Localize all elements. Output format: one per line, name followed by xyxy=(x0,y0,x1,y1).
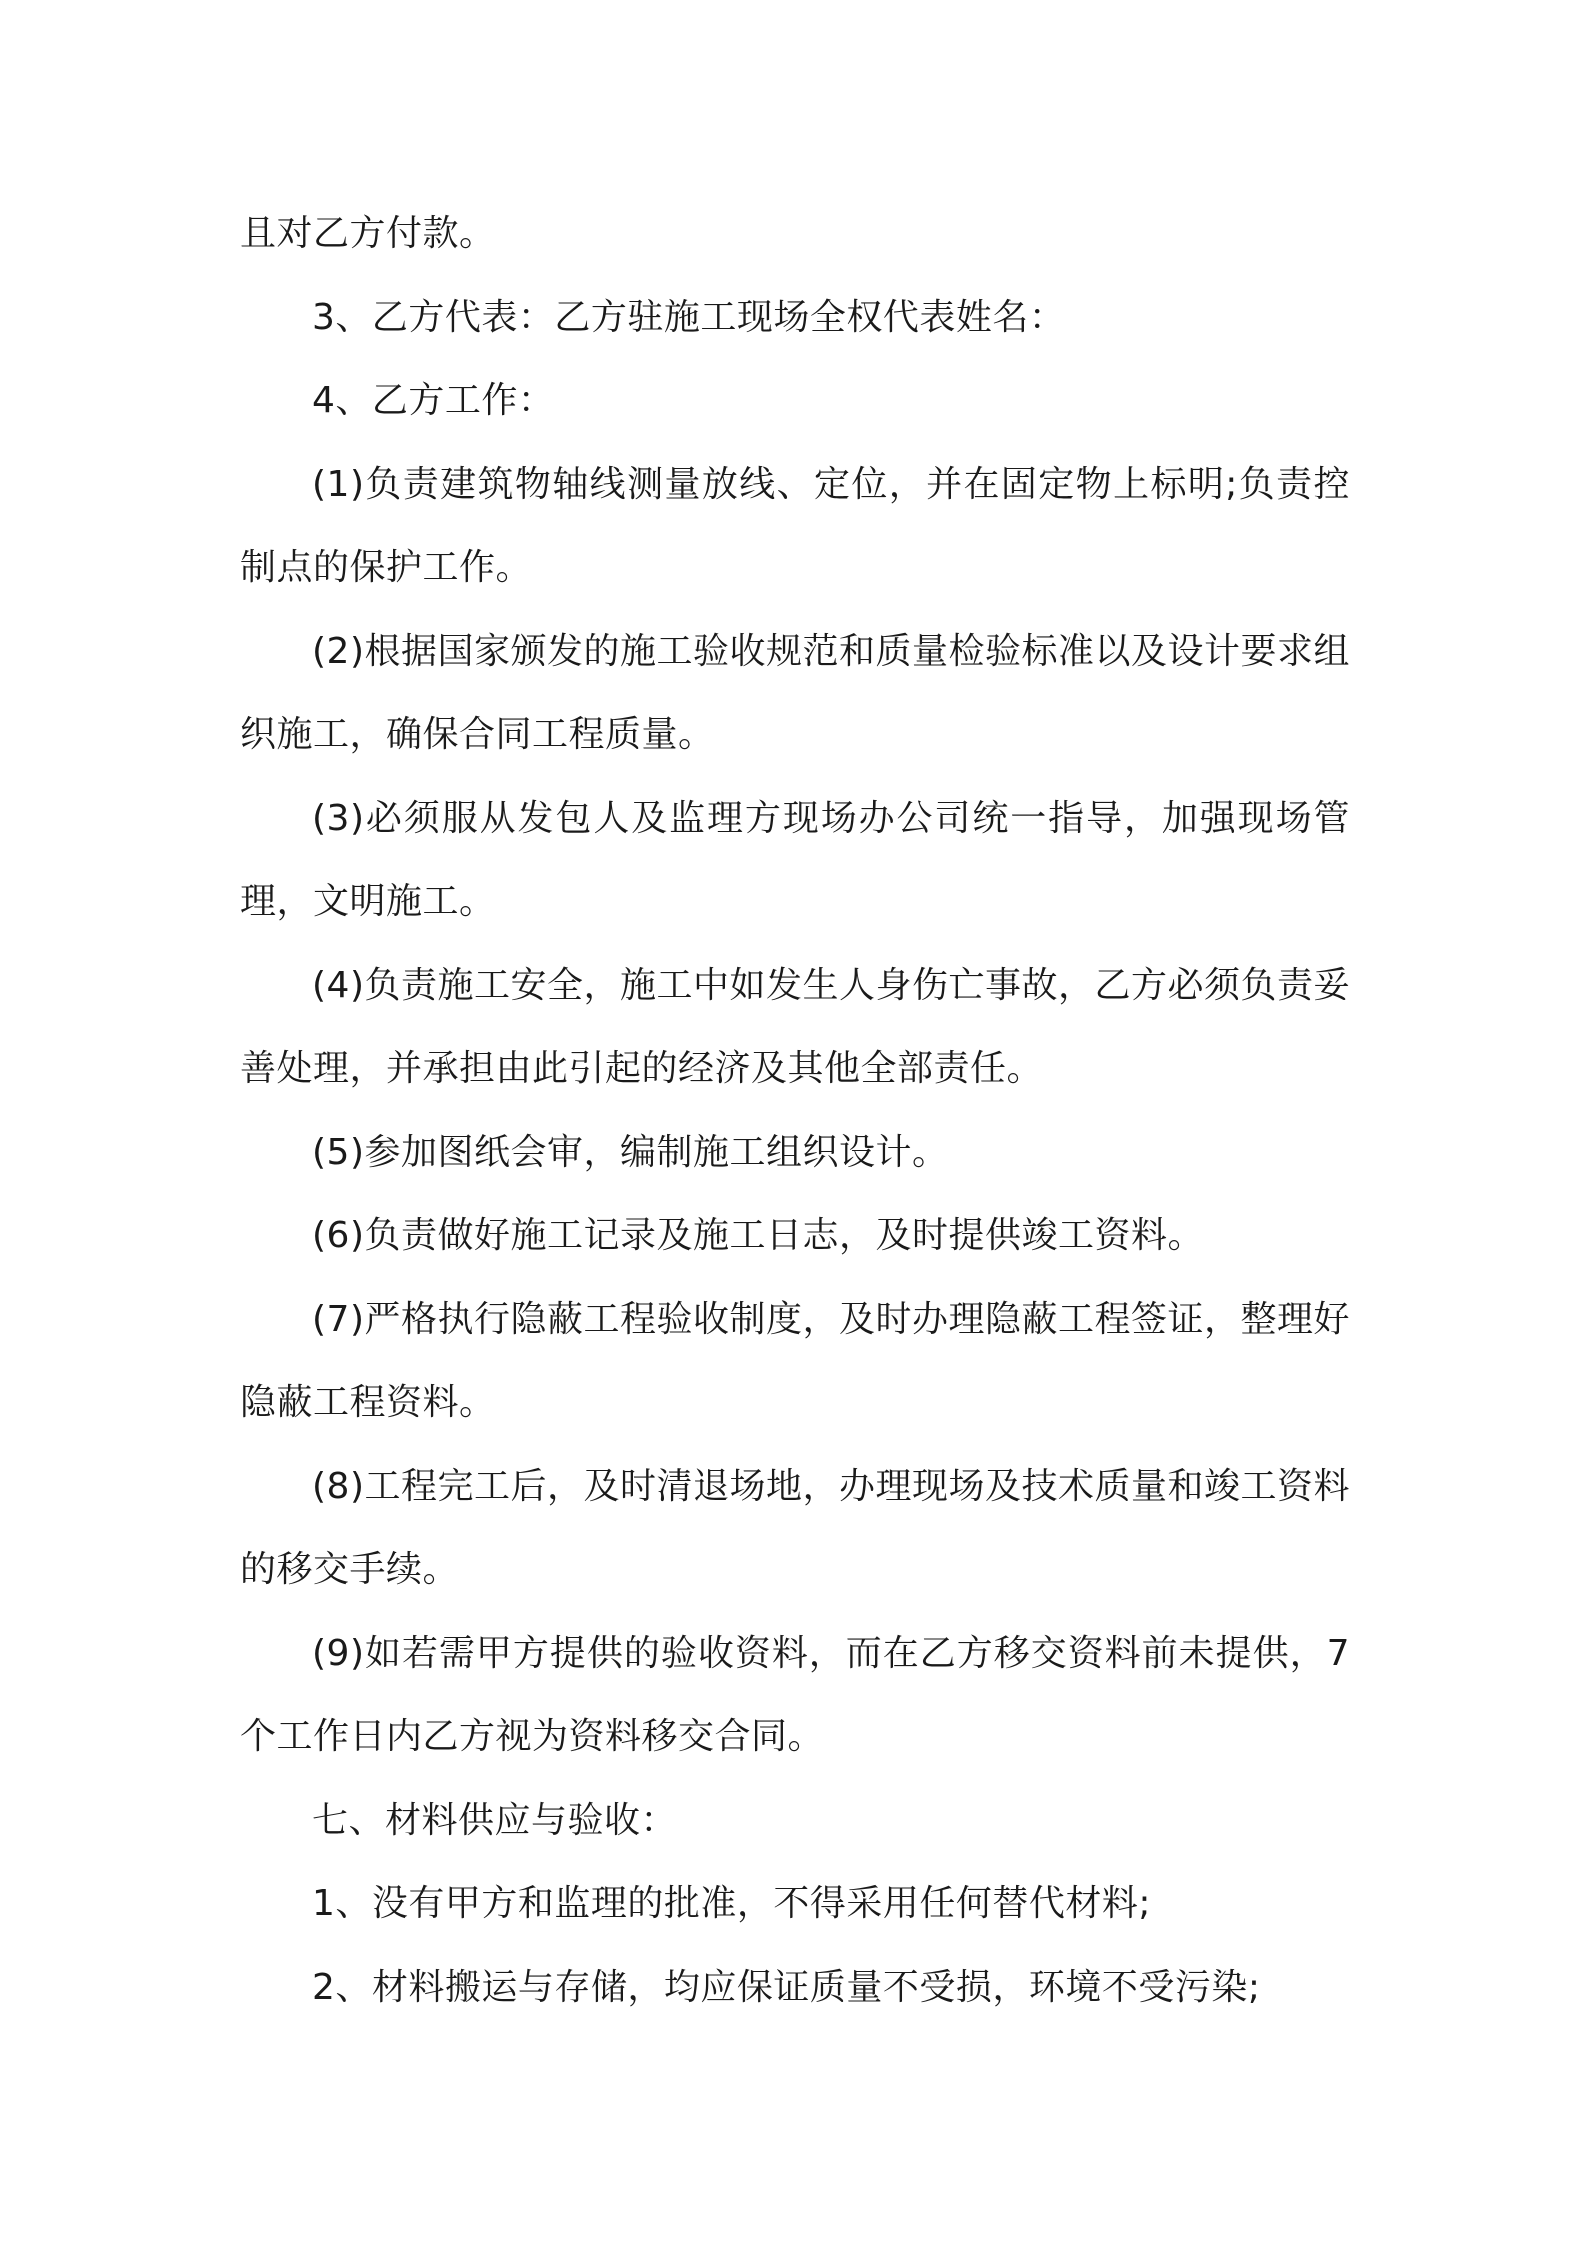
paragraph-item-8: (8)工程完工后，及时清退场地，办理现场及技术质量和竣工资料的移交手续。 xyxy=(240,1465,1350,1590)
paragraph-item-4: (4)负责施工安全，施工中如发生人身伤亡事故，乙方必须负责妥善处理，并承担由此引起的经济及其他全部责任。 xyxy=(240,964,1350,1089)
paragraph-item-7: (7)严格执行隐蔽工程验收制度，及时办理隐蔽工程签证，整理好隐蔽工程资料。 xyxy=(240,1298,1350,1423)
paragraph-representative: 3、乙方代表：乙方驻施工现场全权代表姓名： xyxy=(312,296,1066,338)
paragraph-party-b-work: 4、乙方工作： xyxy=(312,380,555,421)
paragraph-item-9: (9)如若需甲方提供的验收资料，而在乙方移交资料前未提供，7个工作日内乙方视为资料移交合同。 xyxy=(240,1632,1350,1757)
paragraph-item-5: (5)参加图纸会审，编制施工组织设计。 xyxy=(312,1131,949,1173)
paragraph-continuation: 且对乙方付款。 xyxy=(240,213,496,254)
paragraph-materials-1: 1、没有甲方和监理的批准，不得采用任何替代材料; xyxy=(312,1883,1152,1924)
paragraph-item-6: (6)负责做好施工记录及施工日志，及时提供竣工资料。 xyxy=(312,1215,1204,1256)
section-heading-materials: 七、材料供应与验收： xyxy=(312,1799,678,1841)
paragraph-item-1: (1)负责建筑物轴线测量放线、定位，并在固定物上标明;负责控制点的保护工作。 xyxy=(240,463,1350,588)
paragraph-materials-2: 2、材料搬运与存储，均应保证质量不受损，环境不受污染; xyxy=(312,1966,1261,2008)
paragraph-item-3: (3)必须服从发包人及监理方现场办公司统一指导，加强现场管理，文明施工。 xyxy=(240,797,1350,922)
paragraph-item-2: (2)根据国家颁发的施工验收规范和质量检验标准以及设计要求组织施工，确保合同工程质量。 xyxy=(240,630,1350,755)
document-body xyxy=(240,192,1350,2029)
